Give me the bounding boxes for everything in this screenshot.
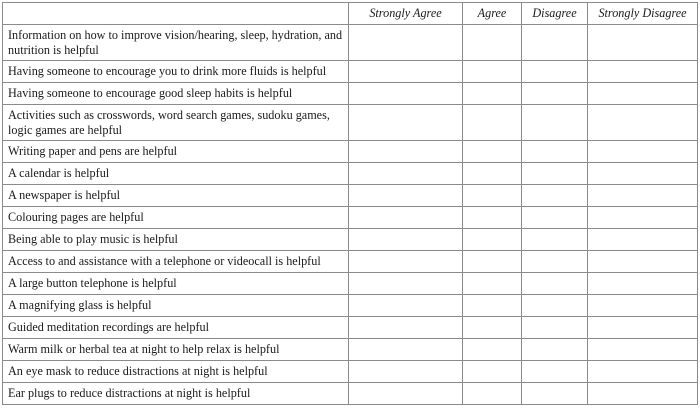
disagree-cell[interactable] [522, 163, 588, 185]
header-strongly-disagree: Strongly Disagree [588, 3, 698, 25]
disagree-cell[interactable] [522, 251, 588, 273]
strongly-disagree-cell[interactable] [588, 185, 698, 207]
agree-cell[interactable] [463, 141, 522, 163]
strongly-disagree-cell[interactable] [588, 105, 698, 141]
disagree-cell[interactable] [522, 361, 588, 383]
statement-cell: Guided meditation recordings are helpful [3, 317, 349, 339]
table-row [3, 361, 698, 383]
survey-table [2, 2, 698, 405]
table-row [3, 383, 698, 405]
agree-cell[interactable] [463, 163, 522, 185]
strongly-agree-cell[interactable] [349, 339, 463, 361]
header-strongly-agree: Strongly Agree [349, 3, 463, 25]
statement-cell: A magnifying glass is helpful [3, 295, 349, 317]
strongly-agree-cell[interactable] [349, 251, 463, 273]
strongly-agree-cell[interactable] [349, 229, 463, 251]
agree-cell[interactable] [463, 361, 522, 383]
strongly-disagree-cell[interactable] [588, 251, 698, 273]
agree-cell[interactable] [463, 25, 522, 61]
header-row [3, 3, 698, 25]
strongly-agree-cell[interactable] [349, 383, 463, 405]
agree-cell[interactable] [463, 185, 522, 207]
table-row [3, 295, 698, 317]
strongly-disagree-cell[interactable] [588, 361, 698, 383]
strongly-disagree-cell[interactable] [588, 61, 698, 83]
header-disagree: Disagree [522, 3, 588, 25]
statement-cell: An eye mask to reduce distractions at night is helpful [3, 361, 349, 383]
strongly-disagree-cell[interactable] [588, 383, 698, 405]
strongly-agree-cell[interactable] [349, 83, 463, 105]
statement-cell: A large button telephone is helpful [3, 273, 349, 295]
table-row [3, 251, 698, 273]
statement-cell: A newspaper is helpful [3, 185, 349, 207]
strongly-agree-cell[interactable] [349, 141, 463, 163]
table-row [3, 317, 698, 339]
disagree-cell[interactable] [522, 105, 588, 141]
statement-cell: Warm milk or herbal tea at night to help relax is helpful [3, 339, 349, 361]
strongly-agree-cell[interactable] [349, 361, 463, 383]
strongly-disagree-cell[interactable] [588, 141, 698, 163]
agree-cell[interactable] [463, 207, 522, 229]
disagree-cell[interactable] [522, 317, 588, 339]
table-row [3, 163, 698, 185]
strongly-agree-cell[interactable] [349, 273, 463, 295]
statement-cell: Activities such as crosswords, word search games, sudoku games, logic games are helpful [3, 105, 349, 141]
disagree-cell[interactable] [522, 339, 588, 361]
disagree-cell[interactable] [522, 83, 588, 105]
disagree-cell[interactable] [522, 185, 588, 207]
table-row [3, 185, 698, 207]
disagree-cell[interactable] [522, 229, 588, 251]
strongly-agree-cell[interactable] [349, 185, 463, 207]
table-row [3, 25, 698, 61]
table-row [3, 105, 698, 141]
agree-cell[interactable] [463, 229, 522, 251]
statement-cell: Information on how to improve vision/hearing, sleep, hydration, and nutrition is helpful [3, 25, 349, 61]
statement-cell: Access to and assistance with a telephone or videocall is helpful [3, 251, 349, 273]
statement-cell: Writing paper and pens are helpful [3, 141, 349, 163]
strongly-disagree-cell[interactable] [588, 273, 698, 295]
strongly-agree-cell[interactable] [349, 317, 463, 339]
table-row [3, 61, 698, 83]
strongly-disagree-cell[interactable] [588, 163, 698, 185]
table-row [3, 273, 698, 295]
table-row [3, 83, 698, 105]
strongly-agree-cell[interactable] [349, 25, 463, 61]
statement-cell: Being able to play music is helpful [3, 229, 349, 251]
header-agree: Agree [463, 3, 522, 25]
strongly-agree-cell[interactable] [349, 295, 463, 317]
agree-cell[interactable] [463, 83, 522, 105]
agree-cell[interactable] [463, 383, 522, 405]
strongly-agree-cell[interactable] [349, 105, 463, 141]
table-row [3, 207, 698, 229]
agree-cell[interactable] [463, 273, 522, 295]
statement-cell: Having someone to encourage good sleep habits is helpful [3, 83, 349, 105]
statement-cell: A calendar is helpful [3, 163, 349, 185]
disagree-cell[interactable] [522, 383, 588, 405]
statement-cell: Ear plugs to reduce distractions at night is helpful [3, 383, 349, 405]
strongly-disagree-cell[interactable] [588, 339, 698, 361]
strongly-agree-cell[interactable] [349, 61, 463, 83]
strongly-agree-cell[interactable] [349, 207, 463, 229]
header-statement [3, 3, 349, 25]
statement-cell: Having someone to encourage you to drink more fluids is helpful [3, 61, 349, 83]
disagree-cell[interactable] [522, 273, 588, 295]
disagree-cell[interactable] [522, 25, 588, 61]
strongly-disagree-cell[interactable] [588, 317, 698, 339]
statement-cell: Colouring pages are helpful [3, 207, 349, 229]
strongly-agree-cell[interactable] [349, 163, 463, 185]
strongly-disagree-cell[interactable] [588, 83, 698, 105]
strongly-disagree-cell[interactable] [588, 295, 698, 317]
disagree-cell[interactable] [522, 295, 588, 317]
strongly-disagree-cell[interactable] [588, 25, 698, 61]
agree-cell[interactable] [463, 251, 522, 273]
strongly-disagree-cell[interactable] [588, 229, 698, 251]
table-row [3, 339, 698, 361]
disagree-cell[interactable] [522, 207, 588, 229]
disagree-cell[interactable] [522, 141, 588, 163]
agree-cell[interactable] [463, 339, 522, 361]
agree-cell[interactable] [463, 61, 522, 83]
agree-cell[interactable] [463, 317, 522, 339]
strongly-disagree-cell[interactable] [588, 207, 698, 229]
agree-cell[interactable] [463, 295, 522, 317]
table-row [3, 229, 698, 251]
table-row [3, 141, 698, 163]
disagree-cell[interactable] [522, 61, 588, 83]
agree-cell[interactable] [463, 105, 522, 141]
